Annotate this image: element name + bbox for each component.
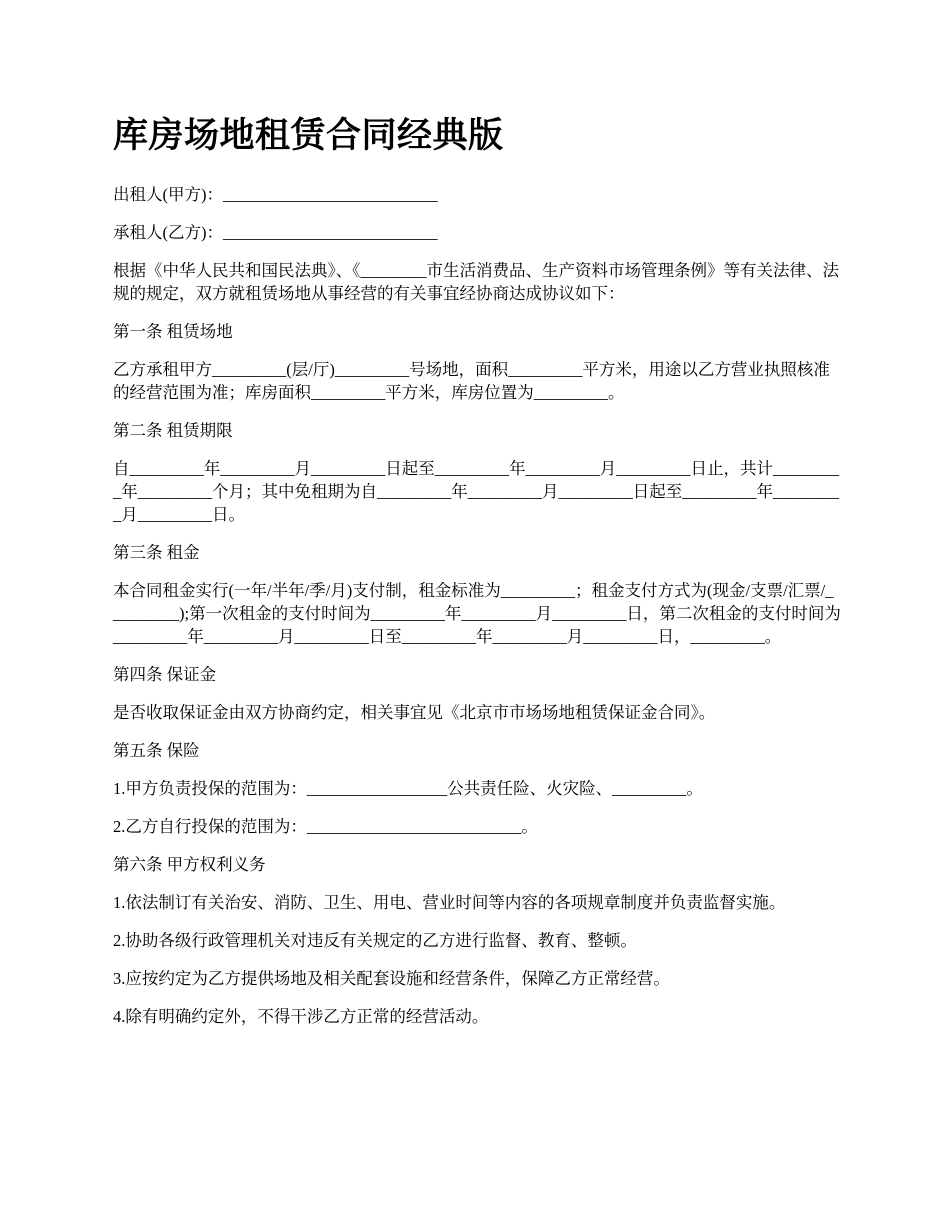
article-4-heading: 第四条 保证金 [113,665,217,684]
article-3-body: 本合同租金实行(一年/半年/季/月)支付制，租金标准为_________；租金支付方式为(现金/支票/汇票/_________);第一次租金的支付时间为_________年_________月_________日，第二次租金的支付时间为_________年_________月_________日至_________年_________月_________日，_________。 [113,581,841,646]
article-4-body: 是否收取保证金由双方协商约定，相关事宜见《北京市市场场地租赁保证金合同》。 [113,703,716,722]
article-6-item-1: 1.依法制订有关治安、消防、卫生、用电、营业时间等内容的各项规章制度并负责监督实施。 [113,893,786,912]
article-6-heading: 第六条 甲方权利义务 [113,855,266,874]
article-6-item-3: 3.应按约定为乙方提供场地及相关配套设施和经营条件，保障乙方正常经营。 [113,969,670,988]
article-1-heading: 第一条 租赁场地 [113,322,233,341]
article-5-heading: 第五条 保险 [113,741,200,760]
article-5-item-2: 2.乙方自行投保的范围为：__________________________。 [113,817,538,836]
document-page [113,112,841,1043]
article-2-heading: 第二条 租赁期限 [113,421,233,440]
lessee-line: 承租人(乙方)：__________________________ [113,223,438,242]
article-1-body: 乙方承租甲方_________(层/厅)_________号场地，面积_________平方米，用途以乙方营业执照核准的经营范围为准；库房面积_________平方米，库房位置为_________。 [113,360,830,402]
lessor-line: 出租人(甲方)：__________________________ [113,185,438,204]
article-3-heading: 第三条 租金 [113,543,200,562]
article-6-item-4: 4.除有明确约定外，不得干涉乙方正常的经营活动。 [113,1007,489,1026]
document-title: 库房场地租赁合同经典版 [113,116,504,155]
preamble-paragraph: 根据《中华人民共和国民法典》、《________市生活消费品、生产资料市场管理条例》等有关法律、法规的规定，双方就租赁场地从事经营的有关事宜经协商达成协议如下： [113,261,839,303]
article-2-body: 自_________年_________月_________日起至_________年_________月_________日止，共计_________年_________个月；其中免租期为自_________年_________月_________日起至_________年_________月_________日。 [113,459,839,524]
article-6-item-2: 2.协助各级行政管理机关对违反有关规定的乙方进行监督、教育、整顿。 [113,931,637,950]
article-5-item-1: 1.甲方负责投保的范围为：_________________公共责任险、火灾险、_________。 [113,779,703,798]
